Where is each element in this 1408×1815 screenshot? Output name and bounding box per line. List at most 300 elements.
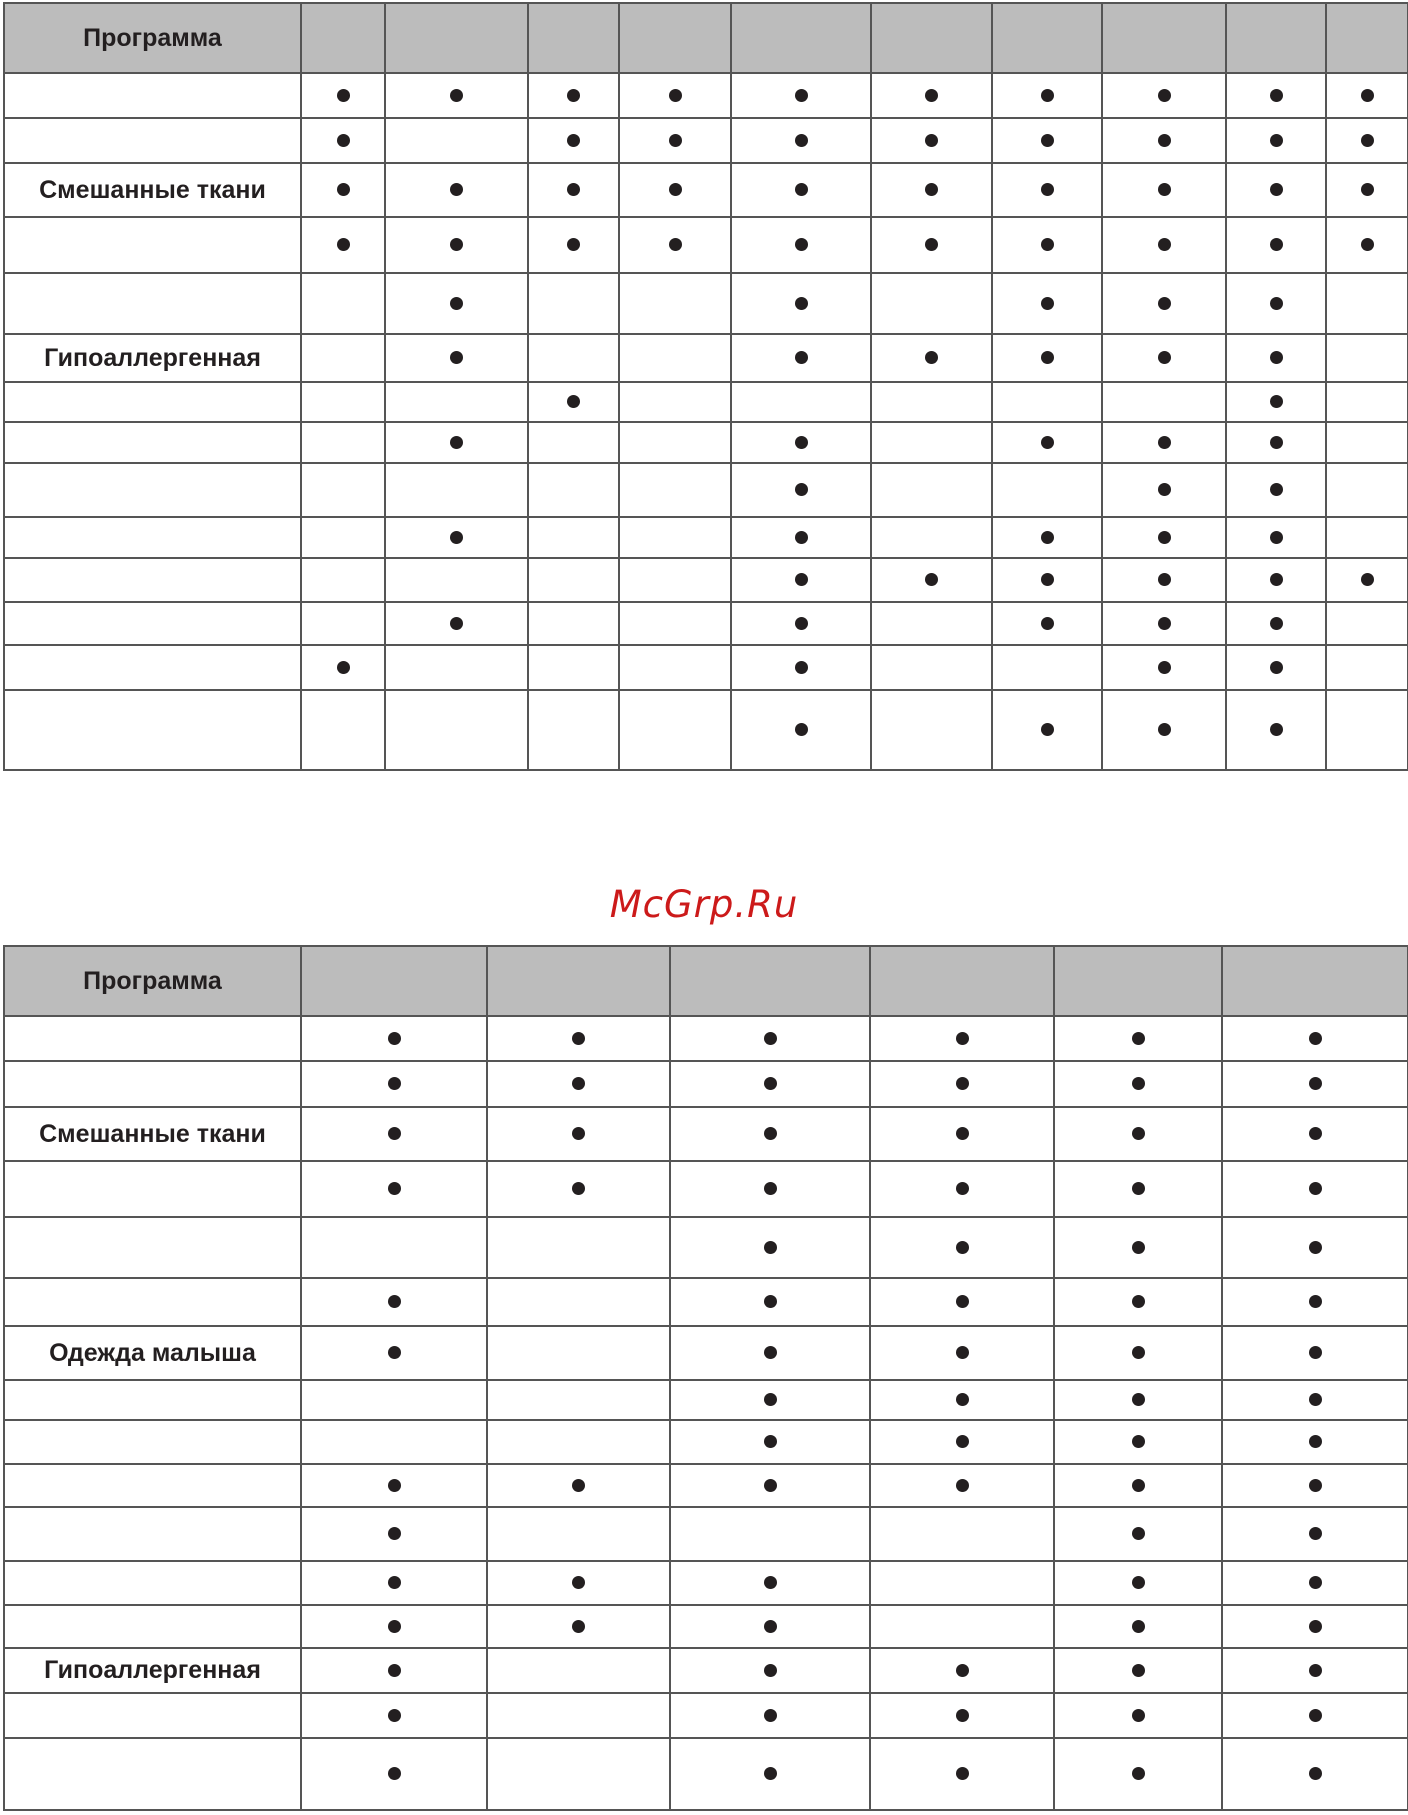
compatibility-table-1: [3, 2, 1408, 771]
bullet-icon: [795, 134, 808, 147]
bullet-icon: [1132, 1182, 1145, 1195]
table-cell: [1102, 602, 1226, 645]
table-cell: [992, 645, 1102, 690]
table-cell: [1102, 382, 1226, 422]
bullet-icon: [567, 183, 580, 196]
table-cell: [731, 558, 871, 602]
column-header: [870, 946, 1054, 1016]
program-label: [4, 690, 301, 770]
table-cell: [870, 1648, 1054, 1693]
table-row: [4, 1464, 1408, 1507]
bullet-icon: [1158, 573, 1171, 586]
table-cell: [487, 1605, 670, 1648]
table-cell: [528, 463, 619, 517]
table-cell: [487, 1278, 670, 1326]
bullet-icon: [450, 183, 463, 196]
bullet-icon: [572, 1479, 585, 1492]
table-cell: [619, 273, 731, 334]
program-label: [4, 1061, 301, 1107]
table-cell: [301, 422, 385, 463]
bullet-icon: [764, 1032, 777, 1045]
table-cell: [1054, 1605, 1222, 1648]
table-cell: [731, 73, 871, 118]
bullet-icon: [388, 1620, 401, 1633]
bullet-icon: [1041, 89, 1054, 102]
table-cell: [731, 118, 871, 163]
table-cell: [992, 217, 1102, 273]
table-cell: [1226, 334, 1326, 382]
table-cell: [619, 217, 731, 273]
bullet-icon: [450, 297, 463, 310]
table-cell: [301, 1217, 487, 1278]
program-label: Гипоаллергенная: [4, 334, 301, 382]
bullet-icon: [572, 1576, 585, 1589]
bullet-icon: [956, 1241, 969, 1254]
table-cell: [1326, 118, 1408, 163]
table-row: [4, 382, 1408, 422]
table-cell: [385, 163, 528, 217]
bullet-icon: [1309, 1295, 1322, 1308]
table-row: [4, 1507, 1408, 1561]
table-cell: [619, 73, 731, 118]
bullet-icon: [956, 1393, 969, 1406]
bullet-icon: [1309, 1479, 1322, 1492]
table-cell: [670, 1420, 870, 1464]
bullet-icon: [1309, 1576, 1322, 1589]
table-cell: [871, 382, 992, 422]
bullet-icon: [388, 1576, 401, 1589]
table-cell: [870, 1380, 1054, 1420]
bullet-icon: [764, 1767, 777, 1780]
bullet-icon: [795, 238, 808, 251]
table-cell: [1326, 334, 1408, 382]
bullet-icon: [1132, 1346, 1145, 1359]
table-row: [4, 1107, 1408, 1161]
table-row: [4, 1693, 1408, 1738]
column-header: [1226, 3, 1326, 73]
table-cell: [731, 463, 871, 517]
bullet-icon: [1309, 1393, 1322, 1406]
program-label: [4, 1561, 301, 1605]
table-cell: [301, 1507, 487, 1561]
bullet-icon: [1132, 1127, 1145, 1140]
table-cell: [1222, 1217, 1408, 1278]
program-label: [4, 273, 301, 334]
table-cell: [731, 602, 871, 645]
bullet-icon: [956, 1346, 969, 1359]
bullet-icon: [1132, 1767, 1145, 1780]
bullet-icon: [1270, 661, 1283, 674]
table-cell: [992, 463, 1102, 517]
table-cell: [487, 1380, 670, 1420]
table-cell: [871, 422, 992, 463]
table-cell: [871, 118, 992, 163]
table-cell: [301, 73, 385, 118]
bullet-icon: [1041, 351, 1054, 364]
bullet-icon: [669, 238, 682, 251]
table-cell: [528, 334, 619, 382]
table-cell: [385, 334, 528, 382]
table-cell: [1326, 73, 1408, 118]
bullet-icon: [925, 134, 938, 147]
bullet-icon: [1158, 723, 1171, 736]
table-cell: [731, 690, 871, 770]
table-cell: [871, 163, 992, 217]
bullet-icon: [956, 1182, 969, 1195]
table-cell: [385, 422, 528, 463]
program-label: [4, 1605, 301, 1648]
table-cell: [670, 1648, 870, 1693]
table-cell: [301, 690, 385, 770]
bullet-icon: [925, 89, 938, 102]
table-cell: [1222, 1648, 1408, 1693]
table-row: [4, 645, 1408, 690]
table-cell: [1226, 273, 1326, 334]
bullet-icon: [1309, 1241, 1322, 1254]
bullet-icon: [1270, 183, 1283, 196]
table-cell: [1054, 1561, 1222, 1605]
bullet-icon: [1270, 238, 1283, 251]
bullet-icon: [956, 1295, 969, 1308]
table-cell: [870, 1420, 1054, 1464]
table-header-row: [4, 946, 1408, 1016]
table-cell: [670, 1161, 870, 1217]
table-cell: [1054, 1326, 1222, 1380]
program-label: [4, 1738, 301, 1810]
table-cell: [992, 334, 1102, 382]
table-cell: [1222, 1016, 1408, 1061]
table-cell: [871, 690, 992, 770]
bullet-icon: [337, 238, 350, 251]
bullet-icon: [1270, 134, 1283, 147]
bullet-icon: [1309, 1346, 1322, 1359]
table-cell: [528, 422, 619, 463]
table-cell: [992, 118, 1102, 163]
bullet-icon: [1361, 89, 1374, 102]
bullet-icon: [764, 1182, 777, 1195]
bullet-icon: [1309, 1435, 1322, 1448]
table-cell: [1054, 1738, 1222, 1810]
bullet-icon: [388, 1077, 401, 1090]
table-row: [4, 334, 1408, 382]
table-cell: [992, 163, 1102, 217]
bullet-icon: [1132, 1295, 1145, 1308]
program-label: [4, 1278, 301, 1326]
bullet-icon: [1132, 1576, 1145, 1589]
column-header: [301, 3, 385, 73]
table-cell: [301, 382, 385, 422]
table-cell: [619, 690, 731, 770]
bullet-icon: [795, 351, 808, 364]
bullet-icon: [388, 1767, 401, 1780]
bullet-icon: [956, 1032, 969, 1045]
table-cell: [670, 1464, 870, 1507]
program-label: [4, 1420, 301, 1464]
table-cell: [301, 1061, 487, 1107]
bullet-icon: [1270, 297, 1283, 310]
table-cell: [1102, 517, 1226, 558]
compatibility-table-2: [3, 945, 1408, 1811]
bullet-icon: [1041, 531, 1054, 544]
table-cell: [528, 163, 619, 217]
table-row: [4, 690, 1408, 770]
table-cell: [1102, 273, 1226, 334]
table-cell: [1222, 1693, 1408, 1738]
table-cell: [487, 1693, 670, 1738]
bullet-icon: [1158, 436, 1171, 449]
column-header: [992, 3, 1102, 73]
table-cell: [487, 1326, 670, 1380]
program-label: [4, 73, 301, 118]
bullet-icon: [1132, 1032, 1145, 1045]
table-row: [4, 1016, 1408, 1061]
table-cell: [1054, 1107, 1222, 1161]
table-row: [4, 463, 1408, 517]
table-cell: [301, 1016, 487, 1061]
bullet-icon: [388, 1346, 401, 1359]
table-cell: [1222, 1278, 1408, 1326]
program-label: [4, 645, 301, 690]
table-cell: [1054, 1693, 1222, 1738]
table-cell: [487, 1420, 670, 1464]
bullet-icon: [1309, 1767, 1322, 1780]
bullet-icon: [572, 1077, 585, 1090]
table-cell: [1222, 1507, 1408, 1561]
table-cell: [619, 602, 731, 645]
bullet-icon: [1270, 483, 1283, 496]
table-cell: [670, 1016, 870, 1061]
bullet-icon: [1041, 297, 1054, 310]
bullet-icon: [956, 1767, 969, 1780]
table-cell: [301, 217, 385, 273]
bullet-icon: [669, 89, 682, 102]
bullet-icon: [1361, 134, 1374, 147]
table-cell: [1102, 73, 1226, 118]
table-body: [4, 73, 1408, 770]
table-cell: [870, 1561, 1054, 1605]
table-cell: [487, 1061, 670, 1107]
table-cell: [385, 217, 528, 273]
table-cell: [670, 1061, 870, 1107]
table-cell: [992, 73, 1102, 118]
table-cell: [992, 517, 1102, 558]
bullet-icon: [1041, 238, 1054, 251]
column-header: [1222, 946, 1408, 1016]
table-cell: [301, 273, 385, 334]
table-cell: [528, 558, 619, 602]
table-cell: [385, 558, 528, 602]
table-header-row: [4, 3, 1408, 73]
column-header: [528, 3, 619, 73]
table-cell: [1226, 217, 1326, 273]
table-cell: [1326, 602, 1408, 645]
bullet-icon: [1041, 573, 1054, 586]
table-cell: [385, 382, 528, 422]
bullet-icon: [1270, 89, 1283, 102]
program-label: [4, 1217, 301, 1278]
bullet-icon: [1270, 531, 1283, 544]
table-cell: [1226, 690, 1326, 770]
bullet-icon: [1158, 661, 1171, 674]
table-cell: [870, 1464, 1054, 1507]
table-cell: [670, 1326, 870, 1380]
table-cell: [1054, 1464, 1222, 1507]
table-cell: [870, 1693, 1054, 1738]
table-row: [4, 1380, 1408, 1420]
table-cell: [731, 645, 871, 690]
table-cell: [1102, 334, 1226, 382]
table-cell: [1102, 163, 1226, 217]
table-cell: [992, 273, 1102, 334]
table-cell: [1326, 273, 1408, 334]
program-label: [4, 217, 301, 273]
table-cell: [731, 382, 871, 422]
table-cell: [301, 1648, 487, 1693]
bullet-icon: [956, 1077, 969, 1090]
bullet-icon: [764, 1295, 777, 1308]
bullet-icon: [764, 1664, 777, 1677]
column-header: [301, 946, 487, 1016]
bullet-icon: [925, 238, 938, 251]
table-cell: [385, 602, 528, 645]
table-cell: [528, 690, 619, 770]
bullet-icon: [956, 1127, 969, 1140]
table-cell: [670, 1217, 870, 1278]
bullet-icon: [764, 1709, 777, 1722]
table-cell: [385, 645, 528, 690]
table-cell: [670, 1107, 870, 1161]
column-header: [731, 3, 871, 73]
bullet-icon: [1132, 1077, 1145, 1090]
bullet-icon: [764, 1393, 777, 1406]
table-cell: [301, 163, 385, 217]
table-cell: [870, 1738, 1054, 1810]
table-row: [4, 1648, 1408, 1693]
bullet-icon: [567, 395, 580, 408]
table-cell: [528, 382, 619, 422]
table-cell: [301, 645, 385, 690]
bullet-icon: [764, 1620, 777, 1633]
program-header: Программа: [4, 3, 301, 73]
table-cell: [1226, 602, 1326, 645]
program-label: [4, 517, 301, 558]
bullet-icon: [795, 531, 808, 544]
table-cell: [1222, 1326, 1408, 1380]
table-row: [4, 1217, 1408, 1278]
table-cell: [871, 517, 992, 558]
table-row: [4, 1420, 1408, 1464]
bullet-icon: [388, 1527, 401, 1540]
table-cell: [1226, 645, 1326, 690]
table-cell: [301, 334, 385, 382]
table-cell: [731, 217, 871, 273]
bullet-icon: [567, 89, 580, 102]
program-label: [4, 1507, 301, 1561]
table-cell: [870, 1507, 1054, 1561]
bullet-icon: [450, 89, 463, 102]
table-cell: [1326, 382, 1408, 422]
table-cell: [871, 558, 992, 602]
table-cell: [871, 73, 992, 118]
program-label: [4, 1693, 301, 1738]
table-row: [4, 118, 1408, 163]
table-cell: [1102, 422, 1226, 463]
table-cell: [1222, 1107, 1408, 1161]
table-cell: [670, 1278, 870, 1326]
bullet-icon: [795, 661, 808, 674]
table-cell: [301, 1738, 487, 1810]
table-cell: [670, 1561, 870, 1605]
table-cell: [1054, 1380, 1222, 1420]
table-cell: [870, 1016, 1054, 1061]
table-cell: [528, 645, 619, 690]
table-cell: [870, 1107, 1054, 1161]
table-cell: [870, 1605, 1054, 1648]
table-row: [4, 1161, 1408, 1217]
table-cell: [528, 602, 619, 645]
bullet-icon: [388, 1127, 401, 1140]
bullet-icon: [1158, 183, 1171, 196]
column-header: [619, 3, 731, 73]
bullet-icon: [1041, 617, 1054, 630]
bullet-icon: [764, 1127, 777, 1140]
bullet-icon: [956, 1664, 969, 1677]
table-cell: [301, 602, 385, 645]
bullet-icon: [925, 573, 938, 586]
bullet-icon: [337, 661, 350, 674]
table-row: [4, 217, 1408, 273]
table-cell: [385, 73, 528, 118]
column-header: [385, 3, 528, 73]
table-cell: [670, 1693, 870, 1738]
table-cell: [301, 463, 385, 517]
table-cell: [1102, 217, 1226, 273]
table-cell: [1326, 463, 1408, 517]
bullet-icon: [1309, 1527, 1322, 1540]
table-cell: [1054, 1217, 1222, 1278]
table-body: [4, 1016, 1408, 1810]
table-cell: [871, 273, 992, 334]
bullet-icon: [669, 183, 682, 196]
table-cell: [731, 334, 871, 382]
table-cell: [385, 118, 528, 163]
table-cell: [871, 602, 992, 645]
table-cell: [1054, 1507, 1222, 1561]
table-cell: [992, 422, 1102, 463]
bullet-icon: [795, 89, 808, 102]
bullet-icon: [388, 1709, 401, 1722]
bullet-icon: [388, 1182, 401, 1195]
program-label: [4, 1161, 301, 1217]
bullet-icon: [956, 1435, 969, 1448]
table-cell: [301, 1107, 487, 1161]
bullet-icon: [388, 1479, 401, 1492]
bullet-icon: [956, 1479, 969, 1492]
table-cell: [487, 1016, 670, 1061]
bullet-icon: [337, 183, 350, 196]
table-cell: [619, 163, 731, 217]
table-cell: [1222, 1161, 1408, 1217]
table-cell: [992, 690, 1102, 770]
table-cell: [1054, 1278, 1222, 1326]
bullet-icon: [956, 1709, 969, 1722]
program-label: [4, 558, 301, 602]
bullet-icon: [1158, 134, 1171, 147]
bullet-icon: [764, 1435, 777, 1448]
bullet-icon: [1132, 1620, 1145, 1633]
table-cell: [1054, 1648, 1222, 1693]
table-cell: [992, 602, 1102, 645]
